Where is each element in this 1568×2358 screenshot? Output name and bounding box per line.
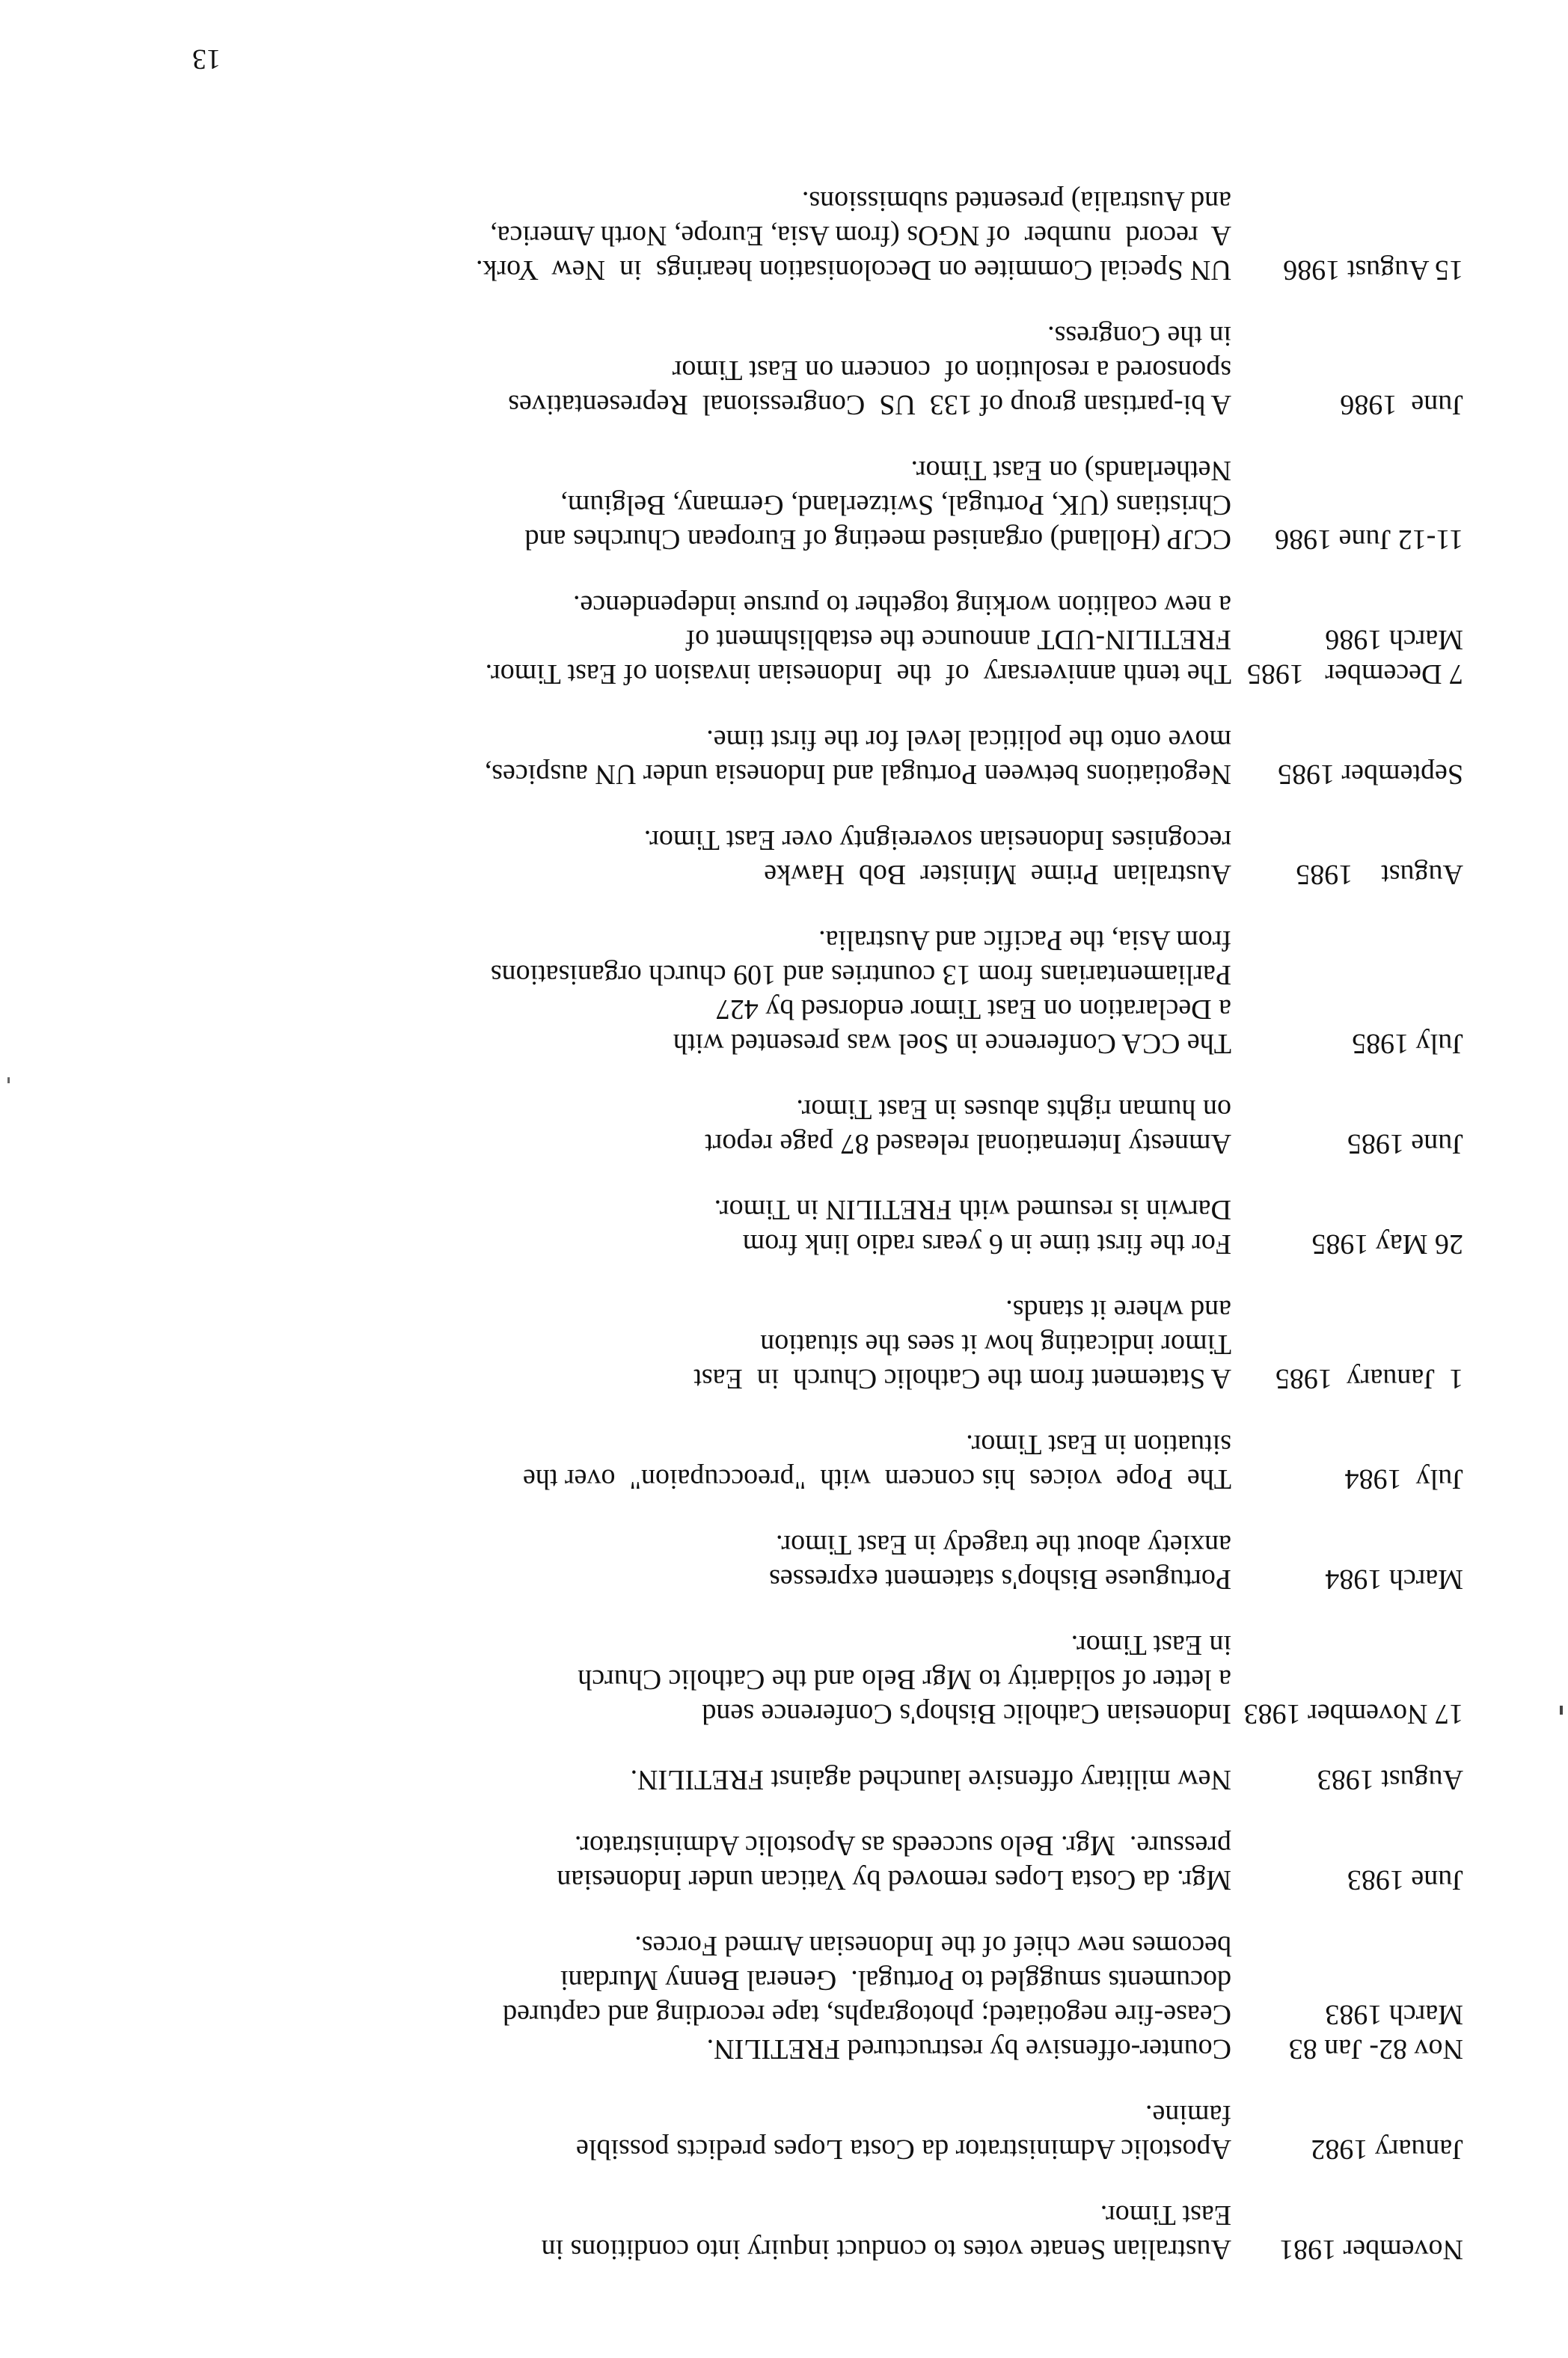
timeline bbox=[192, 184, 1463, 2267]
entry-text bbox=[192, 823, 1231, 892]
entry-date: June 1983 bbox=[1347, 1864, 1463, 1896]
entry-text bbox=[192, 588, 1231, 657]
entry-line: in the Congress. bbox=[1047, 320, 1231, 352]
page-number: 13 bbox=[192, 43, 221, 75]
entry-text bbox=[192, 1828, 1231, 1897]
entry-line: in East Timor. bbox=[1071, 1629, 1231, 1661]
entry-date: March 1983 bbox=[1325, 1999, 1463, 2030]
entry-date: 11-12 June 1986 bbox=[1275, 524, 1463, 555]
timeline-entry bbox=[192, 1528, 1463, 1596]
entry-line: a letter of solidarity to Mgr Belo and the Catholic Church bbox=[578, 1664, 1231, 1695]
entry-text bbox=[192, 453, 1231, 557]
entry-line: CCJP (Holland) organised meeting of European Churches and bbox=[524, 524, 1231, 555]
entry-line: and where it stands. bbox=[1005, 1294, 1231, 1326]
entry-text bbox=[192, 1628, 1231, 1731]
entry-line: The CCA Conference in Soel was presented with bbox=[673, 1028, 1231, 1059]
entry-text bbox=[192, 1427, 1231, 1496]
entry-line: on human rights abuses in East Timor. bbox=[796, 1094, 1231, 1125]
entry-date: 7 December 1985 bbox=[1246, 658, 1463, 690]
entry-line: documents smuggled to Portugal. General Benny Murdani bbox=[560, 1965, 1231, 1996]
entry-text bbox=[192, 923, 1231, 1061]
entry-line: Portuguese Bishop's statement expresses bbox=[769, 1564, 1231, 1595]
timeline-entry bbox=[192, 2198, 1463, 2267]
entry-date: March 1984 bbox=[1325, 1564, 1463, 1595]
entry-line: anxiety about the tragedy in East Timor. bbox=[776, 1529, 1231, 1561]
entry-line: Apostolic Administrator da Costa Lopes predicts possible bbox=[575, 2134, 1231, 2165]
entry-text bbox=[192, 2098, 1231, 2166]
entry-line: Counter-offensive by restructured FRETILIN. bbox=[706, 2033, 1231, 2065]
entry-date: July 1985 bbox=[1352, 1028, 1463, 1059]
entry-date: March 1986 bbox=[1325, 624, 1463, 655]
entry-date: August 1985 bbox=[1296, 859, 1463, 890]
timeline-entry bbox=[192, 319, 1463, 422]
entry-line: For the first time in 6 years radio link from bbox=[742, 1228, 1231, 1260]
scan-bleed-mark bbox=[7, 1077, 10, 1083]
entry-text bbox=[192, 657, 1231, 691]
entry-text bbox=[192, 1763, 1231, 1797]
entry-date: 17 November 1983 bbox=[1243, 1698, 1463, 1730]
entry-text bbox=[192, 723, 1231, 791]
timeline-entry bbox=[192, 2098, 1463, 2166]
timeline-entry bbox=[192, 1628, 1463, 1731]
timeline-entry bbox=[192, 1293, 1463, 1396]
entry-line: A Statement from the Catholic Church in East bbox=[693, 1363, 1231, 1394]
timeline-entry bbox=[192, 1763, 1463, 1797]
timeline-entry bbox=[192, 723, 1463, 791]
scan-edge-mark bbox=[1560, 1706, 1563, 1715]
timeline-entry bbox=[192, 1092, 1463, 1161]
entry-line: from Asia, the Pacific and Australia. bbox=[818, 925, 1231, 956]
timeline-entry bbox=[192, 823, 1463, 892]
timeline-entry bbox=[192, 1192, 1463, 1261]
entry-text bbox=[192, 1192, 1231, 1261]
timeline-entry bbox=[192, 453, 1463, 557]
entry-line: Darwin is resumed with FRETILIN in Timor. bbox=[714, 1194, 1231, 1225]
entry-line: recognises Indonesian sovereignty over East Timor. bbox=[643, 824, 1231, 856]
timeline-entry bbox=[192, 184, 1463, 287]
entry-line: becomes new chief of the Indonesian Armed Forces. bbox=[634, 1930, 1231, 1962]
entry-date: August 1983 bbox=[1317, 1764, 1463, 1795]
entry-date: 1 January 1985 bbox=[1275, 1363, 1463, 1394]
timeline-entry bbox=[192, 588, 1463, 657]
entry-line: sponsored a resolution of concern on East Timor bbox=[672, 355, 1231, 386]
entry-line: A bi-partisan group of 133 US Congressional Representatives bbox=[508, 389, 1231, 420]
entry-line: Netherlands) on East Timor. bbox=[910, 455, 1231, 486]
entry-date: 26 May 1985 bbox=[1311, 1228, 1463, 1260]
entry-date: November 1981 bbox=[1279, 2234, 1463, 2265]
entry-line: Timor indicating how it sees the situation bbox=[760, 1329, 1231, 1360]
entry-date: June 1986 bbox=[1340, 389, 1463, 420]
entry-text bbox=[192, 184, 1231, 287]
entry-line: a new coalition working together to pursue independence. bbox=[572, 590, 1231, 621]
entry-text bbox=[192, 2032, 1231, 2066]
entry-line: The tenth anniversary of the Indonesian invasion of East Timor. bbox=[485, 658, 1231, 690]
entry-line: A record number of NGOs (from Asia, Europe, North America, bbox=[490, 220, 1231, 251]
timeline-entry bbox=[192, 657, 1463, 691]
entry-date: June 1985 bbox=[1347, 1128, 1463, 1160]
timeline-entry bbox=[192, 1929, 1463, 2032]
entry-text bbox=[192, 1929, 1231, 2032]
entry-date: 15 August 1986 bbox=[1283, 254, 1463, 286]
entry-date: January 1982 bbox=[1311, 2134, 1463, 2165]
timeline-entry bbox=[192, 1828, 1463, 1897]
entry-line: FRETILIN-UDT announce the establishment of bbox=[685, 624, 1231, 655]
timeline-entry bbox=[192, 923, 1463, 1061]
entry-line: situation in East Timor. bbox=[966, 1429, 1231, 1460]
entry-date: Nov 82- Jan 83 bbox=[1288, 2033, 1463, 2065]
entry-line: Indonesian Catholic Bishop's Conference send bbox=[702, 1698, 1231, 1730]
timeline-entry bbox=[192, 2032, 1463, 2066]
entry-line: Australian Senate votes to conduct inquiry into conditions in bbox=[541, 2234, 1231, 2265]
entry-line: Amnesty International released 87 page report bbox=[705, 1128, 1231, 1160]
entry-line: UN Special Commitee on Decolonisation hearings in New York. bbox=[475, 254, 1231, 286]
entry-line: Negotiations between Portugal and Indonesia under UN auspices, bbox=[484, 759, 1231, 790]
entry-line: a Declaration on East Timor endorsed by 427 bbox=[715, 993, 1231, 1025]
entry-line: New military offensive launched against FRETILIN. bbox=[630, 1764, 1231, 1795]
entry-text bbox=[192, 1293, 1231, 1396]
entry-line: Cease-fire negotiated; photographs, tape recording and captured bbox=[503, 1999, 1231, 2030]
timeline-entry bbox=[192, 1427, 1463, 1496]
entry-line: move onto the political level for the first time. bbox=[706, 724, 1231, 756]
entry-line: famine. bbox=[1145, 2099, 1231, 2131]
entry-line: and Australia) presented submissions. bbox=[801, 186, 1231, 217]
entry-line: Christians (UK, Portugal, Switzerland, Germany, Belgium, bbox=[560, 489, 1231, 521]
entry-line: Mgr. da Costa Lopes removed by Vatican under Indonesian bbox=[557, 1864, 1231, 1896]
entry-text bbox=[192, 319, 1231, 422]
entry-line: Australian Prime Minister Bob Hawke bbox=[764, 859, 1231, 890]
entry-line: East Timor. bbox=[1100, 2199, 1231, 2231]
entry-line: pressure. Mgr. Belo succeeds as Apostolic Administrator. bbox=[574, 1830, 1231, 1861]
entry-line: Parliamentarians from 13 countries and 109 church organisations bbox=[490, 959, 1231, 990]
entry-date: July 1984 bbox=[1344, 1463, 1463, 1495]
entry-line: The Pope voices his concern with "preoccupaion" over the bbox=[523, 1463, 1231, 1495]
entry-text bbox=[192, 2198, 1231, 2267]
entry-date: September 1985 bbox=[1277, 759, 1463, 790]
entry-text bbox=[192, 1528, 1231, 1596]
entry-text bbox=[192, 1092, 1231, 1161]
